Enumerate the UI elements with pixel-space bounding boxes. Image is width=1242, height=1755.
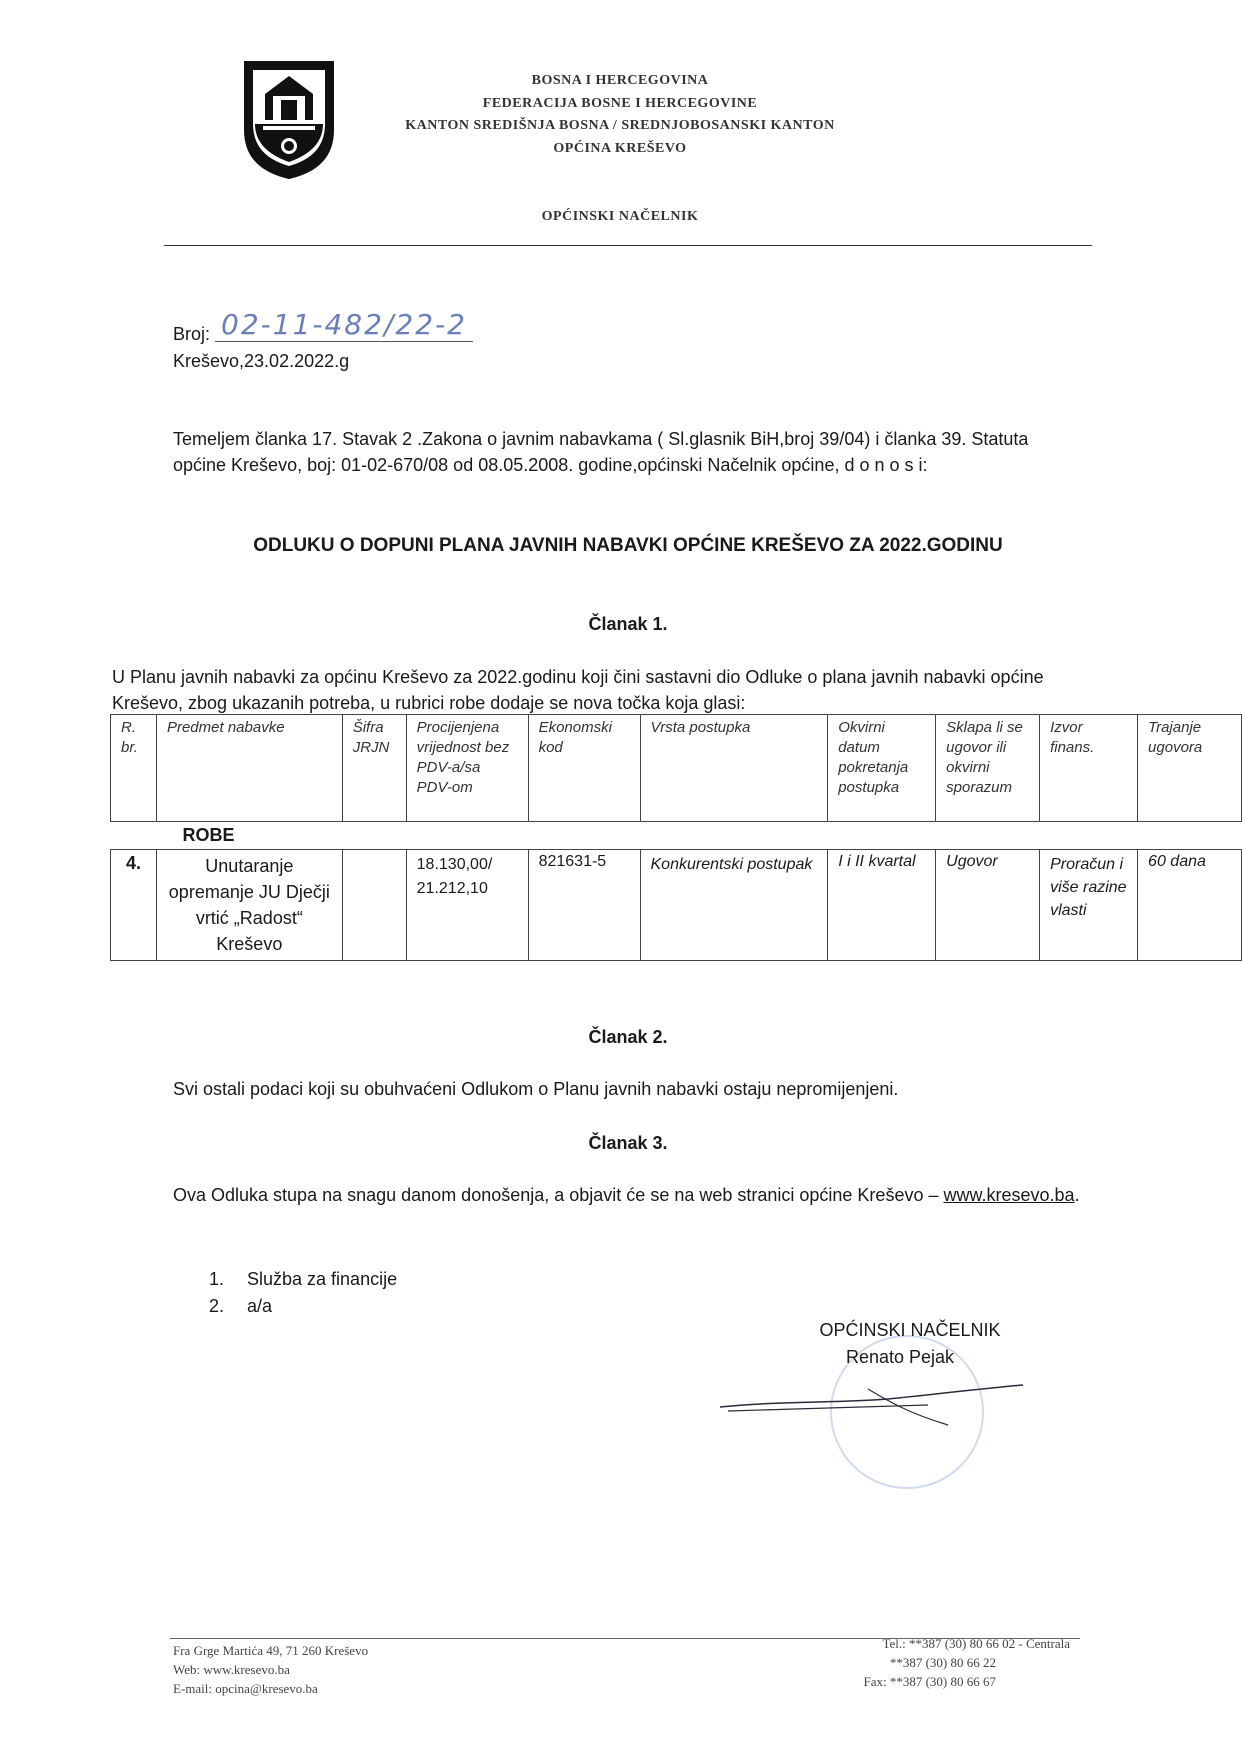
col-header-ugovor: Sklapa li se ugovor ili okvirni sporazum [936, 715, 1040, 822]
distribution-label: Služba za financije [247, 1269, 398, 1289]
cell-postupak: Konkurentski postupak [640, 850, 828, 961]
table-section-row [111, 822, 1242, 850]
col-header-predmet: Predmet nabavke [156, 715, 342, 822]
col-header-postupak: Vrsta postupka [640, 715, 828, 822]
cell-rbr: 4. [111, 850, 157, 961]
header-line-4: OPĆINA KREŠEVO [553, 141, 687, 156]
distribution-item-1 [209, 1266, 397, 1292]
cell-predmet: Unutaranje opremanje JU Dječji vrtić „Radost“ Kreševo [156, 850, 342, 961]
section-label-robe: ROBE [111, 822, 1242, 850]
article-2-text: Svi ostali podaci koji su obuhvaćeni Odlukom o Planu javnih nabavki ostaju nepromijenjeni. [173, 1079, 899, 1099]
footer-fax: Fax: **387 (30) 80 66 67 [863, 1674, 996, 1689]
preamble-text: Temeljem članka 17. Stavak 2 .Zakona o javnim nabavkama ( Sl.glasnik BiH,broj 39/04) i članka 39. Statuta općine Kreševo, boj: 01-02-670/08 od 08.05.2008. godine,općinski Načelnik općine, d o n o s i: [173, 429, 1029, 475]
article-2-heading: Članak 2. [588, 1027, 668, 1047]
col-header-vrijednost: Procijenjena vrijednost bez PDV-a/sa PDV-om [406, 715, 528, 822]
col-header-datum: Okvirni datum pokretanja postupka [828, 715, 936, 822]
col-header-trajanje: Trajanje ugovora [1138, 715, 1242, 822]
footer-phone-block [820, 1634, 1070, 1691]
decision-title: ODLUKU O DOPUNI PLANA JAVNIH NABAVKI OPĆINE KREŠEVO ZA 2022.GODINU [253, 535, 1003, 556]
cell-kod: 821631-5 [528, 850, 640, 961]
broj-handwritten-value: 02-11-482/22-2 [215, 308, 473, 342]
footer-web: Web: www.kresevo.ba [173, 1662, 290, 1677]
article-3-text [173, 1182, 1083, 1208]
col-header-sifra: Šifra JRJN [342, 715, 406, 822]
header-line-3: KANTON SREDIŠNJA BOSNA / SREDNJOBOSANSKI KANTON [405, 118, 835, 133]
header-line-1: BOSNA I HERCEGOVINA [531, 73, 709, 88]
coat-of-arms-logo [243, 60, 335, 180]
footer-address: Fra Grge Martića 49, 71 260 Kreševo [173, 1643, 369, 1658]
article-1-text: U Planu javnih nabavki za općinu Kreševo za 2022.godinu koji čini sastavni dio Odluke o plana javnih nabavki općine Kreševo, zbog ukazanih potreba, u rubrici robe dodaje se nova točka koja glasi: [112, 667, 1044, 713]
footer-tel-2: **387 (30) 80 66 22 [889, 1655, 996, 1670]
cell-ugovor: Ugovor [936, 850, 1040, 961]
signature-name: Renato Pejak [845, 1347, 955, 1367]
cell-vrijednost: 18.130,00/ 21.212,10 [406, 850, 528, 961]
broj-label: Broj: [173, 324, 211, 344]
header-line-2: FEDERACIJA BOSNE I HERCEGOVINE [482, 96, 758, 111]
broj-line [173, 308, 473, 347]
article-1-heading: Članak 1. [588, 614, 668, 634]
cell-trajanje: 60 dana [1138, 850, 1242, 961]
procurement-table [110, 714, 1242, 961]
place-date: Kreševo,23.02.2022.g [173, 351, 350, 371]
footer-address-block [173, 1641, 368, 1698]
col-header-izvor: Izvor finans. [1040, 715, 1138, 822]
table-header-row [111, 715, 1242, 822]
article-3-body: Ova Odluka stupa na snagu danom donošenja, a objavit će se na web stranici općine Kreševo – [173, 1185, 939, 1205]
article-3-period: . [1074, 1185, 1080, 1205]
cell-sifra [342, 850, 406, 961]
table-row [111, 850, 1242, 961]
distribution-num: 1. [209, 1269, 225, 1289]
header-divider [164, 245, 1092, 246]
distribution-item-2 [209, 1293, 272, 1319]
website-link[interactable]: www.kresevo.ba [943, 1185, 1075, 1205]
col-header-kod: Ekonomski kod [528, 715, 640, 822]
article-3-heading: Članak 3. [588, 1133, 668, 1153]
signature-title: OPĆINSKI NAČELNIK [819, 1320, 1001, 1340]
footer-email: E-mail: opcina@kresevo.ba [173, 1681, 318, 1696]
header-office: OPĆINSKI NAČELNIK [541, 209, 699, 224]
distribution-num: 2. [209, 1296, 225, 1316]
col-header-rbr: R. br. [111, 715, 157, 822]
footer-tel-central: Tel.: **387 (30) 80 66 02 - Centrala [882, 1636, 1070, 1651]
cell-datum: I i II kvartal [828, 850, 936, 961]
cell-izvor: Proračun i više razine vlasti [1040, 850, 1138, 961]
distribution-label: a/a [247, 1296, 273, 1316]
handwritten-signature [718, 1365, 1028, 1435]
